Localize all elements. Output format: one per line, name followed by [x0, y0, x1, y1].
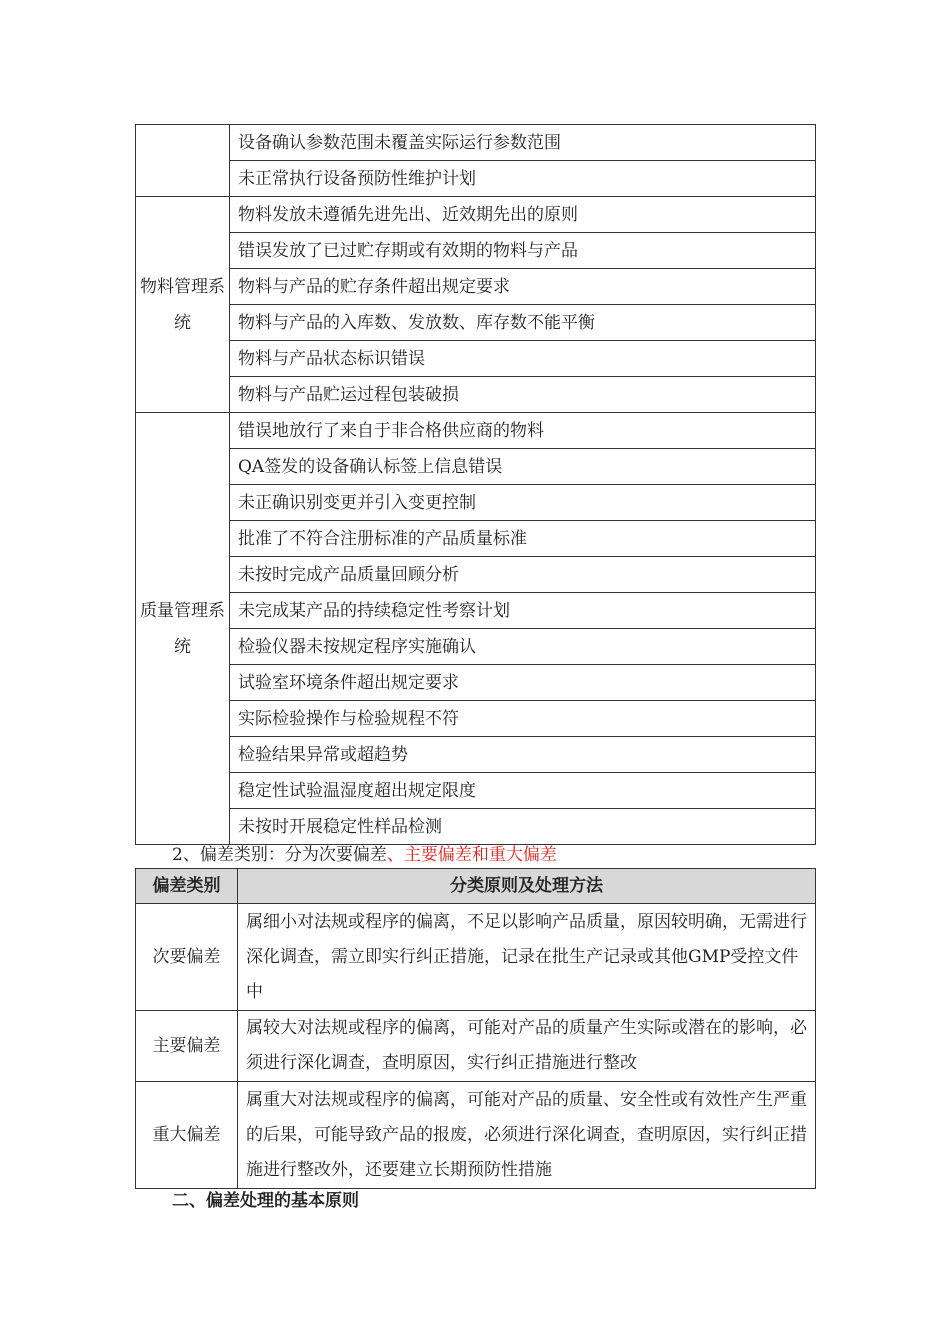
deviation-examples-table [135, 124, 816, 845]
description-cell: 属较大对法规或程序的偏离，可能对产品的质量产生实际或潜在的影响，必须进行深化调查，查明原因，实行纠正措施进行整改 [238, 1011, 816, 1082]
section-heading: 二、偏差处理的基本原则 [172, 1191, 359, 1211]
table-row [136, 197, 816, 233]
item-cell: 错误发放了已过贮存期或有效期的物料与产品 [230, 233, 816, 269]
item-cell: 物料与产品状态标识错误 [230, 341, 816, 377]
item-cell: 稳定性试验温湿度超出规定限度 [230, 773, 816, 809]
table-row [136, 233, 816, 269]
category-line-highlight: 、主要偏差和重大偏差 [386, 845, 557, 865]
item-cell: 试验室环境条件超出规定要求 [230, 665, 816, 701]
table-row [136, 701, 816, 737]
table-row [136, 125, 816, 161]
category-cell: 质量管理系统 [136, 413, 230, 845]
table-row [136, 449, 816, 485]
item-cell: 物料发放未遵循先进先出、近效期先出的原则 [230, 197, 816, 233]
item-cell: 未按时完成产品质量回顾分析 [230, 557, 816, 593]
table-row [136, 377, 816, 413]
item-cell: 物料与产品贮运过程包装破损 [230, 377, 816, 413]
category-cell: 次要偏差 [136, 904, 238, 1011]
category-cell [136, 125, 230, 197]
table-row [136, 1082, 816, 1189]
category-cell: 物料管理系统 [136, 197, 230, 413]
item-cell: 未完成某产品的持续稳定性考察计划 [230, 593, 816, 629]
item-cell: 未正常执行设备预防性维护计划 [230, 161, 816, 197]
table-row [136, 904, 816, 1011]
item-cell: 未正确识别变更并引入变更控制 [230, 485, 816, 521]
item-cell: 物料与产品的入库数、发放数、库存数不能平衡 [230, 305, 816, 341]
table-header-row [136, 869, 816, 904]
category-cell: 重大偏差 [136, 1082, 238, 1189]
table-row [136, 521, 816, 557]
table-row [136, 305, 816, 341]
item-cell: 批准了不符合注册标准的产品质量标准 [230, 521, 816, 557]
table-row [136, 629, 816, 665]
item-cell: 错误地放行了来自于非合格供应商的物料 [230, 413, 816, 449]
item-cell: 检验结果异常或超趋势 [230, 737, 816, 773]
table-row [136, 809, 816, 845]
deviation-classification-table [135, 868, 816, 1189]
item-cell: 检验仪器未按规定程序实施确认 [230, 629, 816, 665]
table-row [136, 773, 816, 809]
category-cell: 主要偏差 [136, 1011, 238, 1082]
description-cell: 属重大对法规或程序的偏离，可能对产品的质量、安全性或有效性产生严重的后果，可能导致产品的报废，必须进行深化调查，查明原因，实行纠正措施进行整改外，还要建立长期预防性措施 [238, 1082, 816, 1189]
description-cell: 属细小对法规或程序的偏离，不足以影响产品质量，原因较明确，无需进行深化调查，需立即实行纠正措施，记录在批生产记录或其他GMP受控文件中 [238, 904, 816, 1011]
table-row [136, 557, 816, 593]
category-line-prefix: 2、偏差类别：分为次要偏差 [172, 845, 387, 865]
item-cell: 物料与产品的贮存条件超出规定要求 [230, 269, 816, 305]
item-cell: 设备确认参数范围未覆盖实际运行参数范围 [230, 125, 816, 161]
table-row [136, 665, 816, 701]
deviation-category-line [172, 844, 557, 866]
table-row [136, 593, 816, 629]
header-description: 分类原则及处理方法 [238, 869, 816, 904]
table-row [136, 341, 816, 377]
item-cell: QA签发的设备确认标签上信息错误 [230, 449, 816, 485]
table-row [136, 485, 816, 521]
item-cell: 实际检验操作与检验规程不符 [230, 701, 816, 737]
header-category: 偏差类别 [136, 869, 238, 904]
table-row [136, 269, 816, 305]
table-row [136, 413, 816, 449]
item-cell: 未按时开展稳定性样品检测 [230, 809, 816, 845]
table-row [136, 1011, 816, 1082]
table-row [136, 737, 816, 773]
table-row [136, 161, 816, 197]
